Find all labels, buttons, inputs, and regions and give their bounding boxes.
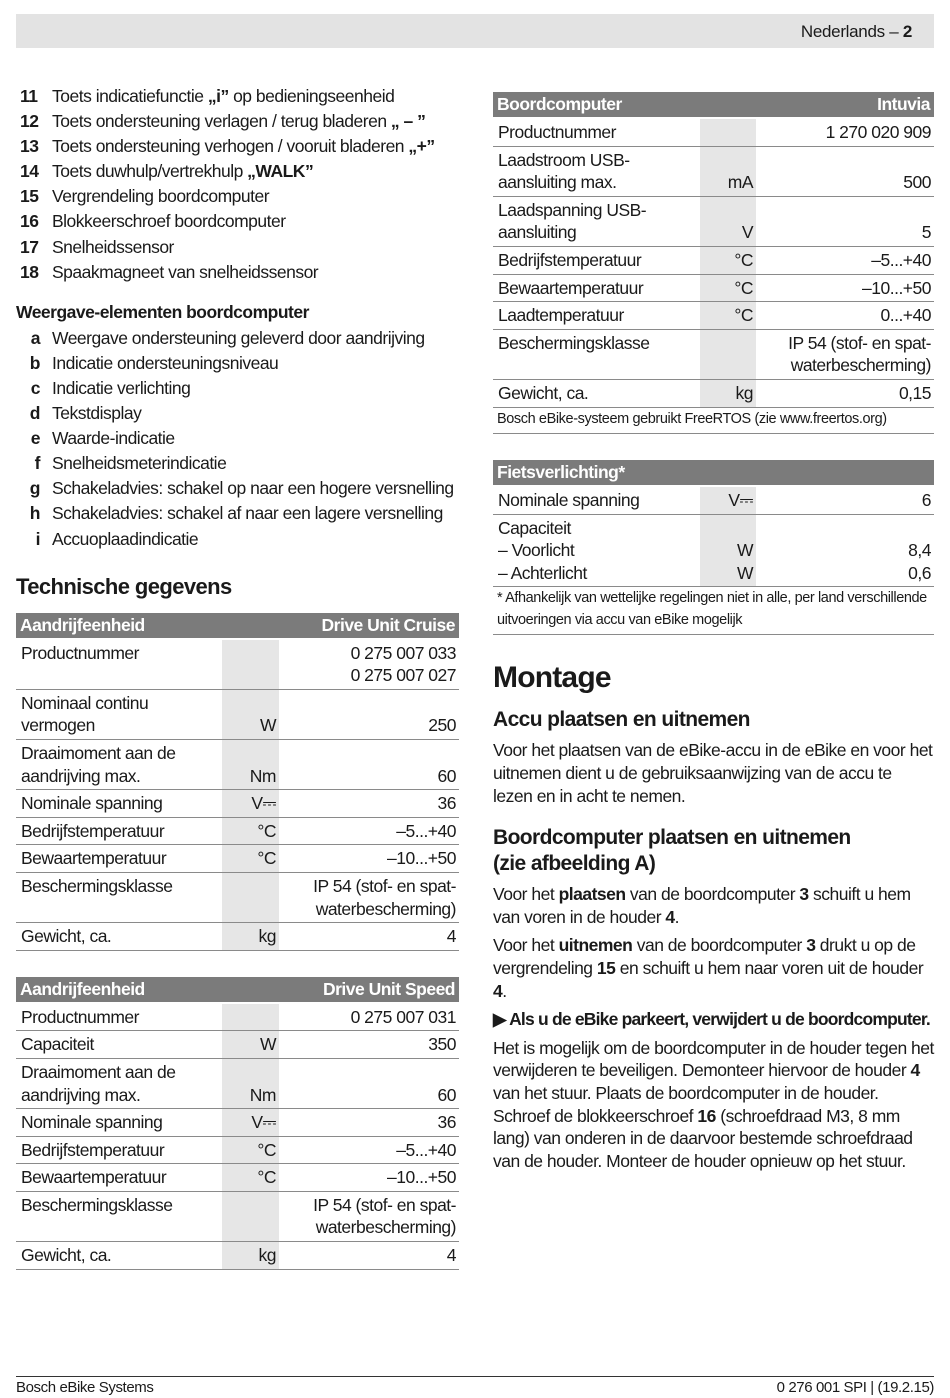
row-unit: °C <box>222 1164 279 1192</box>
row-value: –5...+40 <box>279 1136 459 1164</box>
paragraph-plaatsen: Voor het plaatsen van de boordcomputer 3 schuift u hem van voren in de houder 4. <box>493 884 911 927</box>
row-label: Bedrijfstemperatuur <box>16 817 222 845</box>
spacer <box>705 517 753 540</box>
fietsverlichting-table <box>493 460 934 635</box>
list-item <box>16 235 459 260</box>
row-unit: Nm <box>222 1058 279 1108</box>
table-row <box>493 329 934 379</box>
drive-unit-cruise-table <box>16 613 459 951</box>
left-column <box>16 84 459 1270</box>
table-row <box>16 1031 459 1059</box>
row-unit: °C <box>222 845 279 873</box>
item-text: Blokkeerschroef boordcomputer <box>52 211 286 232</box>
row-label: Productnummer <box>493 118 700 146</box>
table-row <box>493 302 934 330</box>
warning-note: ▶ Als u de eBike parkeert, verwijdert u de boordcomputer. <box>493 1009 930 1030</box>
table-row <box>16 1191 459 1241</box>
item-text: Toets duwhulp/vertrekhulp <box>52 161 248 182</box>
item-number: 14 <box>20 161 39 182</box>
table-row <box>493 146 934 196</box>
row-value: 1 270 020 909 <box>756 118 934 146</box>
display-item-text: Indicatie ondersteuningsniveau <box>52 352 279 373</box>
row-label: Nominale spanning <box>16 790 222 818</box>
table-row <box>493 274 934 302</box>
table-header-right: Intuvia <box>756 92 934 118</box>
display-item-letter: d <box>29 403 40 424</box>
row-label: Bedrijfstemperatuur <box>493 246 700 274</box>
row-unit: °C <box>700 274 756 302</box>
row-unit: °C <box>222 817 279 845</box>
display-item-text: Schakeladvies: schakel af naar een lagere versnelling <box>52 503 443 524</box>
row-value: 36 <box>279 790 459 818</box>
item-key: „+” <box>408 136 435 157</box>
footer-left: Bosch eBike Systems <box>16 1379 154 1396</box>
row-unit: V <box>700 196 756 246</box>
row-value: 6 <box>756 486 934 514</box>
display-section-title: Weergave-elementen boordcomputer <box>16 301 309 322</box>
row-unit <box>222 1191 279 1241</box>
table-header-row <box>493 92 934 118</box>
item-text: Vergrendeling boordcomputer <box>52 186 270 207</box>
row-unit <box>700 118 756 146</box>
row-unit: °C <box>222 1136 279 1164</box>
row-value: 4 <box>279 923 459 951</box>
row-unit: V⎓ <box>222 1109 279 1137</box>
row-label: Gewicht, ca. <box>16 1242 222 1270</box>
left-tables <box>16 613 459 1270</box>
row-value: 60 <box>279 1058 459 1108</box>
capacity-item-label: – Achterlicht <box>498 562 587 583</box>
header-separator: – <box>884 22 903 41</box>
row-label: Laadtemperatuur <box>493 302 700 330</box>
row-unit <box>222 639 279 690</box>
table-row <box>16 689 459 739</box>
list-item <box>16 109 459 134</box>
display-item-text: Waarde-indicatie <box>52 428 175 449</box>
table-row <box>16 1242 459 1270</box>
table-note: * Afhankelijk van wettelijke regelingen niet in alle, per land verschillende uitvoeringen via accu van eBike mogelijk <box>493 587 934 635</box>
item-text: Snelheidssensor <box>52 236 174 257</box>
table-row <box>16 790 459 818</box>
capacity-item-value: 8,4 <box>908 540 931 561</box>
row-unit <box>222 872 279 922</box>
row-label: Draaimoment aan de aandrijving max. <box>16 739 222 789</box>
capacity-item-unit: W <box>736 540 753 561</box>
row-value: 350 <box>279 1031 459 1059</box>
row-label: Gewicht, ca. <box>493 379 700 407</box>
row-label: Bewaartemperatuur <box>493 274 700 302</box>
row-value: 250 <box>279 689 459 739</box>
row-value: 0 275 007 033 0 275 007 027 <box>279 639 459 690</box>
triangle-bullet-icon: ▶ <box>493 1009 506 1030</box>
list-item <box>16 184 459 209</box>
display-item-text: Snelheidsmeterindicatie <box>52 453 227 474</box>
display-item-text: Indicatie verlichting <box>52 377 191 398</box>
header-text <box>801 22 912 42</box>
header-language: Nederlands <box>800 22 885 41</box>
table-row <box>16 1058 459 1108</box>
table-header-right <box>756 460 934 486</box>
table-row <box>16 923 459 951</box>
capacity-item-unit: W <box>736 562 753 583</box>
item-text: Toets ondersteuning verhogen / vooruit bladeren <box>52 136 409 157</box>
row-value: 4 <box>279 1242 459 1270</box>
display-item <box>16 351 459 376</box>
display-item <box>16 476 459 501</box>
list-item <box>16 260 459 285</box>
row-unit <box>700 329 756 379</box>
display-item <box>16 401 459 426</box>
table-row <box>493 246 934 274</box>
montage-title: Montage <box>493 661 611 695</box>
display-item-text: Weergave ondersteuning geleverd door aandrijving <box>52 327 425 348</box>
row-unit: kg <box>222 1242 279 1270</box>
boordcomputer-mount-title: Boordcomputer plaatsen en uitnemen (zie afbeelding A) <box>493 826 851 876</box>
table-header-left: Aandrijfeenheid <box>16 613 279 639</box>
table-header-row <box>493 460 934 486</box>
display-item-letter: f <box>34 453 40 474</box>
capacity-item-label: – Voorlicht <box>498 540 575 561</box>
list-item <box>16 209 459 234</box>
table-row <box>16 1109 459 1137</box>
paragraph-uitnemen: Voor het uitnemen van de boordcomputer 3 drukt u op de vergrendeling 15 en schuift u hem naar voren uit de houder 4. <box>493 935 924 1001</box>
table-row <box>16 1136 459 1164</box>
table-header-right: Drive Unit Cruise <box>279 613 459 639</box>
display-item-letter: h <box>29 503 40 524</box>
row-label: Nominale spanning <box>493 486 700 514</box>
table-header-row <box>16 613 459 639</box>
row-unit: Nm <box>222 739 279 789</box>
row-label: Productnummer <box>16 1003 222 1031</box>
list-item <box>16 84 459 109</box>
row-unit: W <box>222 1031 279 1059</box>
list-item <box>16 134 459 159</box>
item-number: 15 <box>20 186 39 207</box>
table-row <box>16 1164 459 1192</box>
capacity-units <box>700 514 756 587</box>
display-item-letter: a <box>30 327 40 348</box>
display-item-letter: i <box>35 528 40 549</box>
row-label: Nominaal continu vermogen <box>16 689 222 739</box>
item-number: 11 <box>20 86 38 106</box>
display-item-letter: b <box>29 352 40 373</box>
table-row <box>493 486 934 514</box>
row-label: Gewicht, ca. <box>16 923 222 951</box>
right-column <box>493 92 934 1178</box>
tech-title: Technische gegevens <box>16 573 232 599</box>
row-label: Nominale spanning <box>16 1109 222 1137</box>
drive-unit-speed-table <box>16 977 459 1270</box>
row-unit: kg <box>700 379 756 407</box>
display-element-list <box>16 326 459 552</box>
row-unit: °C <box>700 302 756 330</box>
row-value: 60 <box>279 739 459 789</box>
display-item <box>16 426 459 451</box>
row-value: –10...+50 <box>756 274 934 302</box>
row-value: IP 54 (stof- en spat- waterbescherming) <box>756 329 934 379</box>
display-item-text: Tekstdisplay <box>52 403 142 424</box>
table-row <box>16 817 459 845</box>
row-unit <box>222 1003 279 1031</box>
row-label: Bewaartemperatuur <box>16 845 222 873</box>
item-text: Toets ondersteuning verlagen / terug bladeren <box>52 111 391 132</box>
row-label: Bedrijfstemperatuur <box>16 1136 222 1164</box>
capacity-label <box>493 514 700 587</box>
table-row <box>493 196 934 246</box>
display-item <box>16 527 459 552</box>
component-list <box>16 84 459 285</box>
row-value: 500 <box>756 146 934 196</box>
row-unit: V⎓ <box>222 790 279 818</box>
row-value: –5...+40 <box>756 246 934 274</box>
row-unit: °C <box>700 246 756 274</box>
table-header-row <box>16 977 459 1003</box>
page-header <box>16 14 934 48</box>
item-number: 13 <box>20 136 39 157</box>
item-text: Spaakmagneet van snelheidssensor <box>52 261 319 282</box>
item-key: „ – ” <box>390 111 426 132</box>
row-value: –5...+40 <box>279 817 459 845</box>
table-row <box>16 739 459 789</box>
capacity-item-value: 0,6 <box>908 562 931 583</box>
display-item-letter: c <box>30 377 40 398</box>
row-value: 0...+40 <box>756 302 934 330</box>
table-row <box>16 845 459 873</box>
table-header-left: Boordcomputer <box>493 92 756 118</box>
table-row <box>493 379 934 407</box>
row-unit: V⎓ <box>700 486 756 514</box>
display-item-letter: g <box>29 478 40 499</box>
table-row <box>16 1003 459 1031</box>
table-note-row <box>493 407 934 434</box>
item-key: „WALK” <box>247 161 314 182</box>
display-item <box>16 501 459 526</box>
item-key: „i” <box>207 86 229 106</box>
row-value: IP 54 (stof- en spat- waterbescherming) <box>279 872 459 922</box>
item-number: 18 <box>20 261 39 282</box>
item-number: 17 <box>20 236 39 257</box>
item-text: Toets indicatiefunctie <box>52 86 208 106</box>
row-label: Laadstroom USB- aansluiting max. <box>493 146 700 196</box>
row-value: –10...+50 <box>279 1164 459 1192</box>
row-label: Bewaartemperatuur <box>16 1164 222 1192</box>
table-note: Bosch eBike-systeem gebruikt FreeRTOS (zie www.freertos.org) <box>493 407 934 434</box>
table-row <box>16 639 459 690</box>
row-unit: W <box>222 689 279 739</box>
display-item-text: Schakeladvies: schakel op naar een hogere versnelling <box>52 478 454 499</box>
row-value: 5 <box>756 196 934 246</box>
row-label: Beschermingsklasse <box>16 1191 222 1241</box>
row-value: –10...+50 <box>279 845 459 873</box>
row-value: 36 <box>279 1109 459 1137</box>
row-label: Laadspanning USB- aansluiting <box>493 196 700 246</box>
table-header-left: Aandrijfeenheid <box>16 977 279 1003</box>
display-item-letter: e <box>30 428 40 449</box>
row-value: 0 275 007 031 <box>279 1003 459 1031</box>
footer-right: 0 276 001 SPI | (19.2.15) <box>776 1379 934 1396</box>
row-label: Beschermingsklasse <box>16 872 222 922</box>
table-header-right: Drive Unit Speed <box>279 977 459 1003</box>
item-number: 16 <box>20 211 39 232</box>
item-number: 12 <box>20 111 39 132</box>
row-label: Beschermingsklasse <box>493 329 700 379</box>
table-row <box>493 118 934 146</box>
row-value: 0,15 <box>756 379 934 407</box>
boordcomputer-table <box>493 92 934 434</box>
accu-text: Voor het plaatsen van de eBike-accu in de eBike en voor het uitnemen dient u de gebruiksaanwijzing van de accu te lezen en in acht te nemen. <box>493 740 933 806</box>
accu-title: Accu plaatsen en uitnemen <box>493 708 750 732</box>
row-unit: mA <box>700 146 756 196</box>
capacity-row <box>493 514 934 587</box>
table-header-left: Fietsverlichting* <box>493 460 756 486</box>
row-label: Capaciteit <box>16 1031 222 1059</box>
row-label: Productnummer <box>16 639 222 690</box>
row-label: Draaimoment aan de aandrijving max. <box>16 1058 222 1108</box>
capacity-title: Capaciteit <box>498 517 571 538</box>
row-unit: kg <box>222 923 279 951</box>
display-item <box>16 451 459 476</box>
row-value: IP 54 (stof- en spat- waterbescherming) <box>279 1191 459 1241</box>
paragraph-beveiligen: Het is mogelijk om de boordcomputer in de houder tegen het verwijderen te beveiligen. Demonteer hiervoor de houder 4 van het stuur. Plaats de boordcomputer in de houder. Schroef de blokkeerschroef 16 (schroefdraad M3, 8 mm lang) van onderen in de daarvoor bestemde schroefdraad van de houder. Monteer de houder opnieuw op het stuur. <box>493 1037 934 1171</box>
header-page-number: 2 <box>902 22 912 41</box>
display-item <box>16 326 459 351</box>
table-note-row <box>493 587 934 635</box>
display-item <box>16 376 459 401</box>
display-item-text: Accuoplaadindicatie <box>52 528 199 549</box>
list-item <box>16 159 459 184</box>
item-text-post: op bedieningseenheid <box>228 86 395 106</box>
footer-rule <box>16 1376 934 1377</box>
capacity-values <box>756 514 934 587</box>
table-row <box>16 872 459 922</box>
